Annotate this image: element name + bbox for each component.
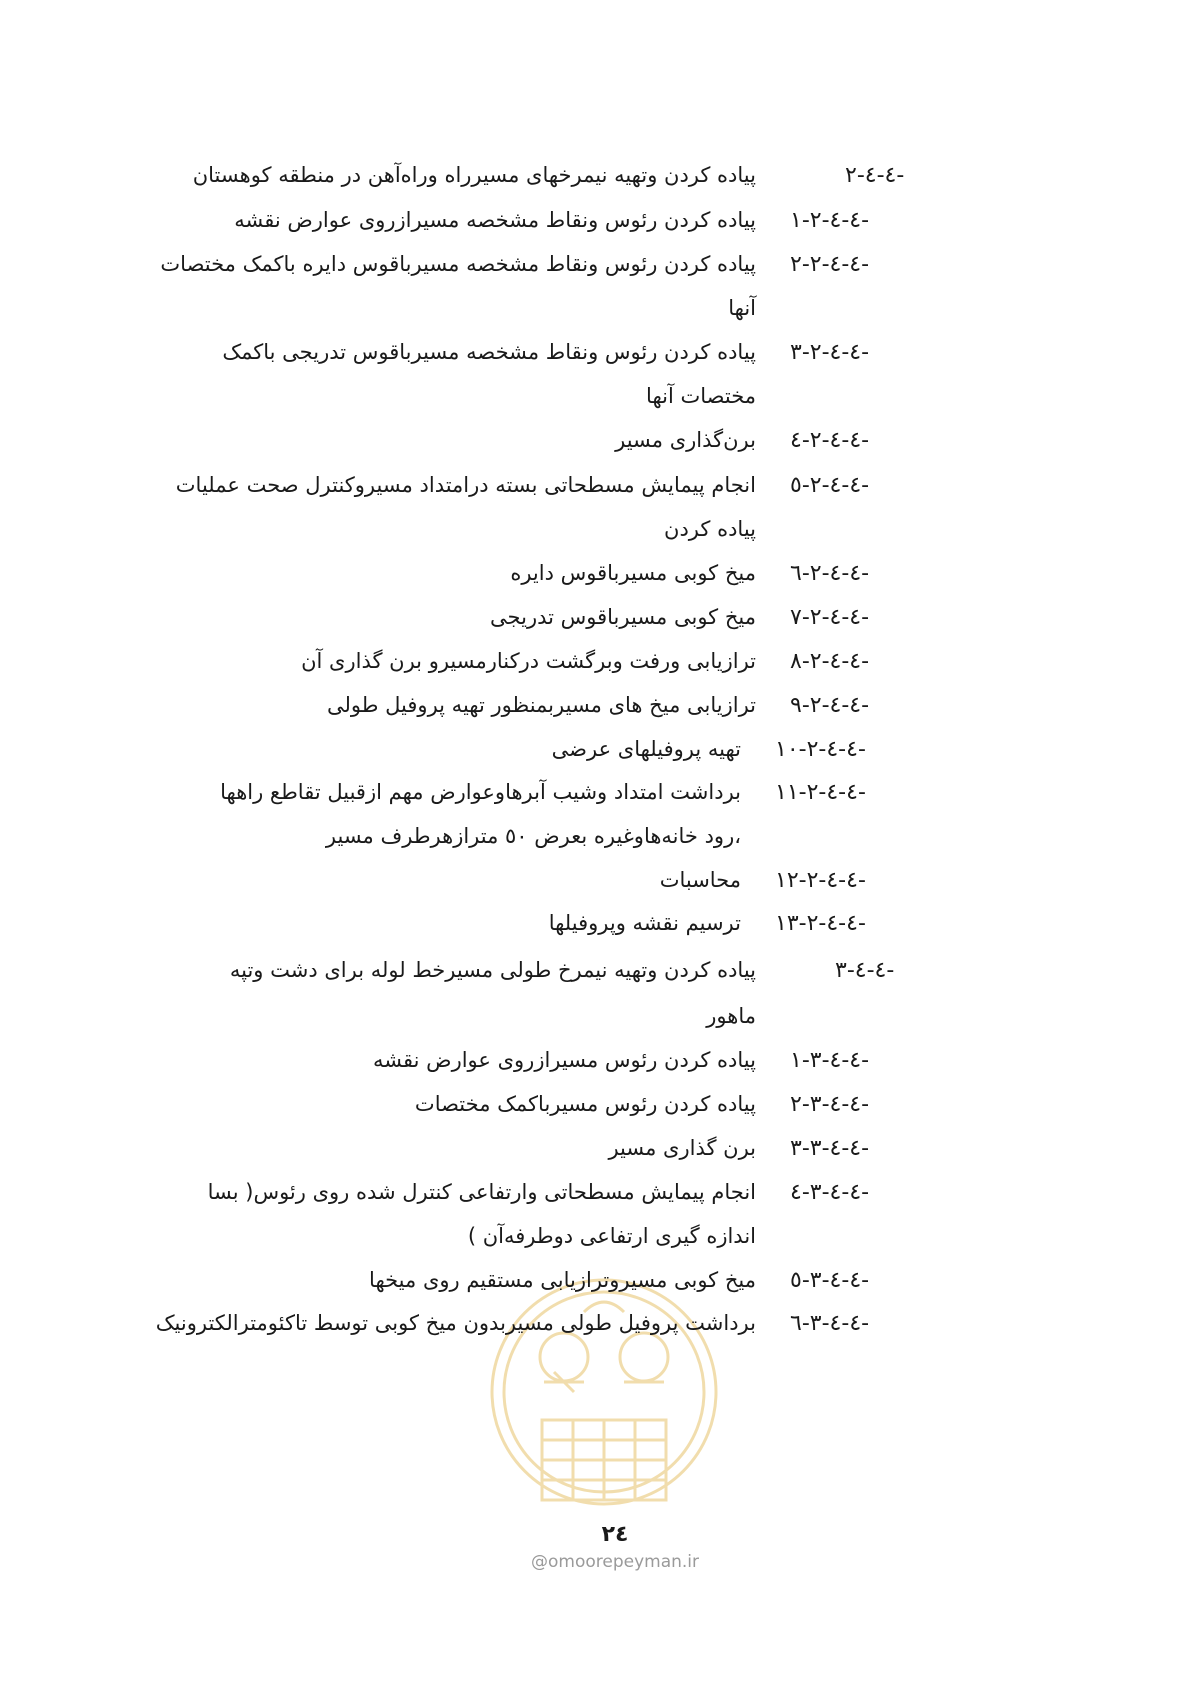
section-number: ۱-۲-٤-٤- bbox=[790, 208, 870, 233]
section-number: ٤-۳-٤-٤- bbox=[790, 1180, 870, 1205]
section-heading: محاسبات bbox=[659, 868, 741, 892]
section-heading: پیاده کردن رئوس ونقاط مشخصه مسیرباقوس دایره باکمک مختصات bbox=[160, 252, 756, 276]
section-heading-continuation: مختصات آنها bbox=[646, 384, 756, 408]
section-number: ۷-۲-٤-٤- bbox=[790, 605, 870, 630]
page-number: ۲٤ bbox=[601, 1522, 629, 1547]
section-number: ۱-۳-٤-٤- bbox=[790, 1048, 870, 1073]
section-heading: تهیه پروفیلهای عرضی bbox=[551, 737, 741, 761]
section-number: ۱۰-۲-٤-٤- bbox=[775, 737, 866, 762]
section-heading-continuation: اندازه گیری ارتفاعی دوطرفه‌آن ) bbox=[467, 1224, 756, 1248]
section-number: ۳-٤-٤- bbox=[835, 958, 895, 983]
section-heading: میخ کوبی مسیرباقوس تدریجی bbox=[490, 605, 756, 629]
section-heading: برن‌گذاری مسیر bbox=[615, 428, 756, 452]
section-number: ٥-۲-٤-٤- bbox=[790, 473, 870, 498]
section-heading: پیاده کردن رئوس ونقاط مشخصه مسیرازروی عوارض نقشه bbox=[234, 208, 756, 232]
section-number: ۲-۲-٤-٤- bbox=[790, 252, 870, 277]
section-number: ۱۱-۲-٤-٤- bbox=[775, 780, 866, 805]
section-number: ۳-۲-٤-٤- bbox=[790, 340, 870, 365]
section-heading: میخ کوبی مسیرباقوس دایره bbox=[510, 561, 756, 585]
section-heading: ترازیابی میخ های مسیربمنظور تهیه پروفیل طولی bbox=[327, 693, 756, 717]
section-number: ۸-۲-٤-٤- bbox=[790, 649, 870, 674]
section-number: ٤-۲-٤-٤- bbox=[790, 428, 870, 453]
section-heading: پیاده کردن وتهیه نیمرخهای مسیرراه وراه‌آهن در منطقه کوهستان bbox=[192, 163, 756, 187]
section-heading-continuation: آنها bbox=[728, 296, 756, 320]
watermark-url: @omoorepeyman.ir bbox=[530, 1552, 700, 1572]
section-number: ۲-٤-٤- bbox=[845, 163, 905, 188]
section-heading: پیاده کردن رئوس مسیرباکمک مختصات bbox=[414, 1092, 756, 1116]
section-heading-continuation: ،رود خانه‌هاوغیره بعرض ٥٠ مترازهرطرف مسیر bbox=[325, 824, 741, 848]
section-number: ٦-۳-٤-٤- bbox=[790, 1311, 870, 1336]
section-heading: انجام پیمایش مسطحاتی وارتفاعی کنترل شده روی رئوس( بسا bbox=[207, 1180, 756, 1204]
section-number: ٦-۲-٤-٤- bbox=[790, 561, 870, 586]
section-heading: ترازیابی ورفت وبرگشت درکنارمسیرو برن گذاری آن bbox=[301, 649, 756, 673]
section-heading-continuation: پیاده کردن bbox=[664, 517, 756, 541]
section-heading-continuation: ماهور bbox=[706, 1004, 756, 1028]
section-heading: برداشت پروفیل طولی مسیربدون میخ کوبی توسط تاکئومترالکترونیک bbox=[155, 1311, 756, 1335]
section-number: ۲-۳-٤-٤- bbox=[790, 1092, 870, 1117]
section-number: ۱۲-۲-٤-٤- bbox=[775, 868, 866, 893]
section-heading: برداشت امتداد وشیب آبرهاوعوارض مهم ازقبیل تقاطع راهها bbox=[220, 780, 741, 804]
section-heading: پیاده کردن وتهیه نیمرخ طولی مسیرخط لوله برای دشت وتپه bbox=[229, 958, 756, 982]
section-number: ۱۳-۲-٤-٤- bbox=[775, 911, 866, 936]
section-heading: برن گذاری مسیر bbox=[608, 1136, 756, 1160]
section-number: ۳-۳-٤-٤- bbox=[790, 1136, 870, 1161]
section-heading: پیاده کردن رئوس ونقاط مشخصه مسیرباقوس تدریجی باکمک bbox=[222, 340, 756, 364]
section-number: ۹-۲-٤-٤- bbox=[790, 693, 870, 718]
seal-watermark-icon bbox=[484, 1252, 724, 1537]
section-heading: انجام پیمایش مسطحاتی بسته درامتداد مسیروکنترل صحت عملیات bbox=[175, 473, 756, 497]
section-heading: میخ کوبی مسیروترازیابی مستقیم روی میخها bbox=[369, 1268, 756, 1292]
section-heading: ترسیم نقشه وپروفیلها bbox=[548, 911, 741, 935]
section-number: ٥-۳-٤-٤- bbox=[790, 1268, 870, 1293]
section-heading: پیاده کردن رئوس مسیرازروی عوارض نقشه bbox=[373, 1048, 756, 1072]
